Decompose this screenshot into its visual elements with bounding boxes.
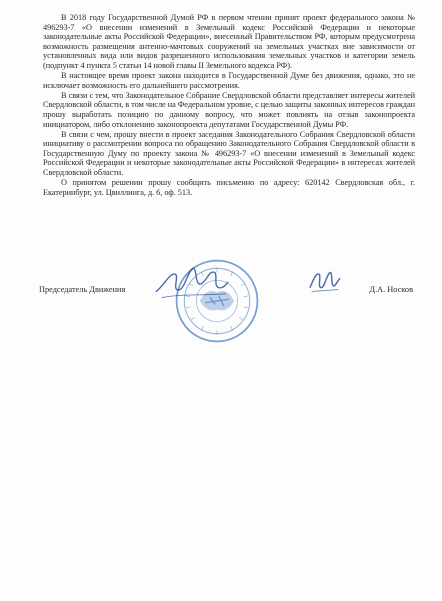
signatory-position: Председатель Движения	[39, 285, 126, 294]
paragraph-4: В связи с чем, прошу внести в проект заседания Законодательного Собрания Свердловской области инициативу о рассмотрении вопроса по обращению Законодательного Собрания Свердловской области в Государственную Думу по проекту закона № 496293-7 «О внесении изменений в Земельный кодекс Российской Федерации и некоторые законодательные акты Российской Федерации» в интересах жителей Свердловской области.	[43, 129, 415, 177]
paragraph-2: В настоящее время проект закона находится в Государственной Думе без движения, однако, это не исключает возможность его дальнейшего рассмотрения.	[43, 71, 415, 90]
paragraph-5: О принятом решении прошу сообщить письменно по адресу: 620142 Свердловская обл., г. Екатеринбург, ул. Цвиллинга, д. 6, оф. 513.	[43, 178, 415, 197]
signatory-name: Д.А. Носков	[369, 285, 413, 294]
signature-block	[39, 280, 419, 310]
paragraph-1: В 2018 году Государственной Думой РФ в первом чтении принят проект федерального закона № 496293-7 «О внесении изменений в Земельный кодекс Российской Федерации и некоторые законодательные акты Российской Федерации», внесенный Правительством РФ, которым предусмотрена возможность размещения антенно-мачтовых сооружений на земельных участках вне зависимости от установленных вида или видов разрешенного использования земельных участков и категории земель (подпункт 4 пункта 5 статьи 14 новой главы II Земельного кодекса РФ).	[43, 13, 415, 70]
letter-body	[43, 13, 415, 198]
paragraph-3: В связи с тем, что Законодательное Собрание Свердловской области представляет интересы жителей Свердловской области, в том числе на Федеральном уровне, с целью защиты законных интересов граждан прошу выработать позицию по данному вопросу, что может повлиять на отзыв законопроекта инициатором, либо отклонению законопроекта депутатами Государственной Думы РФ.	[43, 90, 415, 129]
